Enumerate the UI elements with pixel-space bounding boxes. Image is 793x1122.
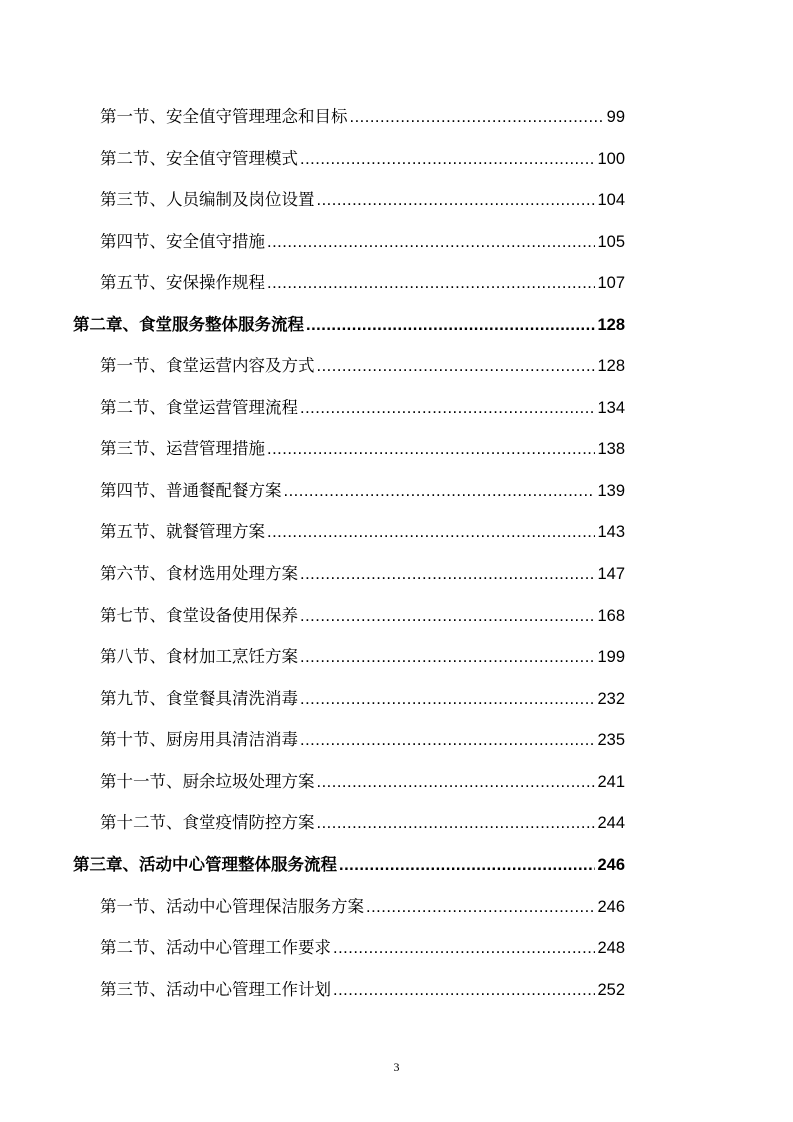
toc-entry-page: 252 [597,981,625,999]
toc-entry-section[interactable] [100,561,625,587]
toc-leader-dots [267,229,595,255]
toc-leader-dots [333,977,595,1003]
toc-entry-section[interactable] [100,187,625,213]
toc-leader-dots [300,603,595,629]
toc-entry-page: 147 [597,565,625,583]
toc-leader-dots [284,478,596,504]
toc-leader-dots [300,727,595,753]
toc-entry-page: 168 [597,607,625,625]
toc-entry-page: 99 [606,108,625,126]
toc-entry-title: 第一节、安全值守管理理念和目标 [100,107,348,126]
toc-entry-title: 第七节、食堂设备使用保养 [100,606,298,625]
toc-entry-page: 143 [597,523,625,541]
toc-entry-section[interactable] [100,727,625,753]
toc-entry-section[interactable] [100,478,625,504]
toc-entry-section[interactable] [100,353,625,379]
toc-entry-title: 第九节、食堂餐具清洗消毒 [100,689,298,708]
toc-entry-title: 第十一节、厨余垃圾处理方案 [100,772,315,791]
toc-leader-dots [350,104,605,130]
toc-entry-page: 128 [597,316,625,334]
toc-entry-title: 第二节、活动中心管理工作要求 [100,938,331,957]
toc-entry-title: 第二节、食堂运营管理流程 [100,398,298,417]
toc-entry-section[interactable] [100,935,625,961]
toc-leader-dots [300,686,595,712]
toc-entry-title: 第一节、食堂运营内容及方式 [100,356,315,375]
toc-entry-page: 246 [597,856,625,874]
toc-entry-page: 232 [597,690,625,708]
toc-entry-title: 第八节、食材加工烹饪方案 [100,647,298,666]
toc-entry-title: 第十节、厨房用具清洁消毒 [100,730,298,749]
toc-entry-title: 第十二节、食堂疫情防控方案 [100,813,315,832]
toc-entry-section[interactable] [100,436,625,462]
toc-entry-chapter[interactable] [73,852,625,878]
toc-entry-section[interactable] [100,977,625,1003]
toc-entry-section[interactable] [100,686,625,712]
toc-entry-page: 246 [597,898,625,916]
toc-entry-page: 100 [597,150,625,168]
toc-entry-section[interactable] [100,519,625,545]
toc-entry-title: 第二章、食堂服务整体服务流程 [73,315,304,334]
toc-leader-dots [317,810,596,836]
toc-entry-chapter[interactable] [73,312,625,338]
toc-entry-page: 199 [597,648,625,666]
toc-entry-section[interactable] [100,894,625,920]
toc-entry-title: 第三节、运营管理措施 [100,439,265,458]
toc-entry-page: 134 [597,399,625,417]
toc-leader-dots [267,436,595,462]
toc-entry-section[interactable] [100,603,625,629]
page-number: 3 [393,1060,400,1074]
toc-entry-section[interactable] [100,104,625,130]
toc-entry-page: 235 [597,731,625,749]
toc-entry-title: 第五节、安保操作规程 [100,273,265,292]
toc-leader-dots [300,146,595,172]
toc-entry-page: 128 [597,357,625,375]
toc-leader-dots [306,312,595,338]
toc-entry-title: 第三章、活动中心管理整体服务流程 [73,855,337,874]
toc-leader-dots [267,519,595,545]
toc-entry-page: 241 [597,773,625,791]
toc-entry-page: 248 [597,939,625,957]
toc-entry-title: 第三节、活动中心管理工作计划 [100,980,331,999]
toc-leader-dots [317,353,596,379]
toc-leader-dots [300,644,595,670]
toc-entry-title: 第四节、安全值守措施 [100,232,265,251]
toc-leader-dots [300,561,595,587]
toc-entry-page: 104 [597,191,625,209]
toc-entry-page: 138 [597,440,625,458]
toc-entry-page: 105 [597,233,625,251]
toc-entry-section[interactable] [100,229,625,255]
toc-entry-section[interactable] [100,769,625,795]
toc-leader-dots [317,187,596,213]
toc-entry-title: 第五节、就餐管理方案 [100,522,265,541]
toc-entry-title: 第二节、安全值守管理模式 [100,149,298,168]
toc-entry-section[interactable] [100,810,625,836]
toc-leader-dots [333,935,595,961]
toc-entry-section[interactable] [100,270,625,296]
toc-leader-dots [300,395,595,421]
toc-entry-title: 第四节、普通餐配餐方案 [100,481,282,500]
toc-leader-dots [317,769,596,795]
toc-entry-section[interactable] [100,395,625,421]
toc-entry-page: 139 [597,482,625,500]
toc-entry-section[interactable] [100,146,625,172]
toc-leader-dots [339,852,595,878]
toc-entry-section[interactable] [100,644,625,670]
toc-entry-title: 第六节、食材选用处理方案 [100,564,298,583]
toc-leader-dots [267,270,595,296]
toc-entry-title: 第三节、人员编制及岗位设置 [100,190,315,209]
toc-leader-dots [366,894,595,920]
toc-entry-title: 第一节、活动中心管理保洁服务方案 [100,897,364,916]
toc-entry-page: 107 [597,274,625,292]
toc-entry-page: 244 [597,814,625,832]
